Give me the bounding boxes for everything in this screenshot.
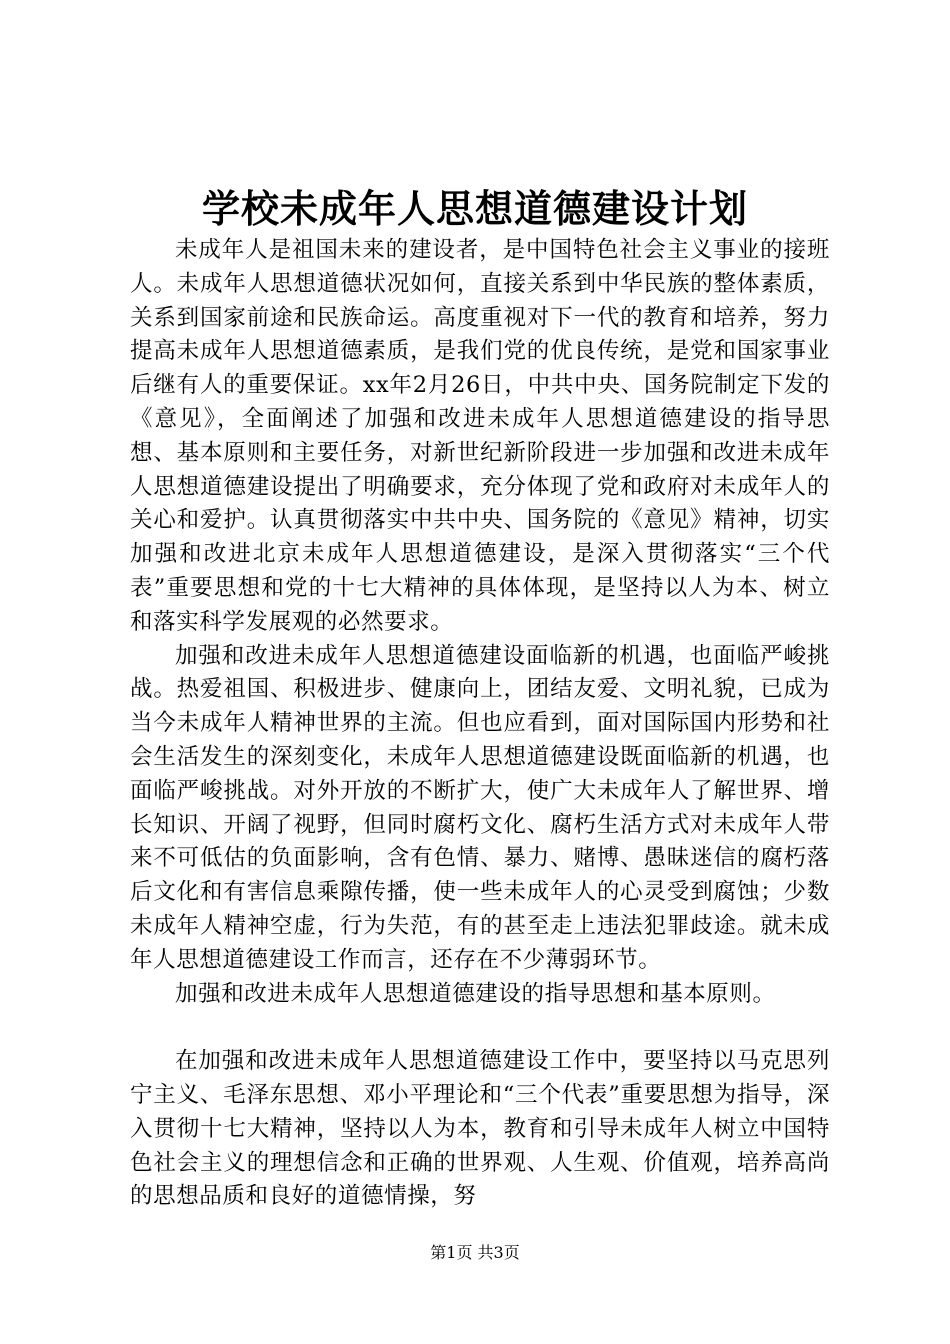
paragraph-4: 在加强和改进未成年人思想道德建设工作中，要坚持以马克思列宁主义、毛泽东思想、邓小平理论和“三个代表”重要思想为指导，深入贯彻十七大精神，坚持以人为本，教育和引导未成年人树立中国特色社会主义的理想信念和正确的世界观、人生观、价值观，培养高尚的思想品质和良好的道德情操，努: [130, 1048, 830, 1210]
paragraph-1: 未成年人是祖国未来的建设者，是中国特色社会主义事业的接班人。未成年人思想道德状况如何，直接关系到中华民族的整体素质，关系到国家前途和民族命运。高度重视对下一代的教育和培养，努力提高未成年人思想道德素质，是我们党的优良传统，是党和国家事业后继有人的重要保证。xx年2月26日，中共中央、国务院制定下发的《意见》，全面阐述了加强和改进未成年人思想道德建设的指导思想、基本原则和主要任务，对新世纪新阶段进一步加强和改进未成年人思想道德建设提出了明确要求，充分体现了党和政府对未成年人的关心和爱护。认真贯彻落实中共中央、国务院的《意见》精神，切实加强和改进北京未成年人思想道德建设，是深入贯彻落实“三个代表”重要思想和党的十七大精神的具体体现，是坚持以人为本、树立和落实科学发展观的必然要求。: [130, 237, 830, 635]
document-body: [130, 234, 830, 1214]
page-footer: 第1页 共3页: [430, 1243, 520, 1262]
paragraph-3: 加强和改进未成年人思想道德建设的指导思想和基本原则。: [175, 980, 776, 1007]
paragraph-2: 加强和改进未成年人思想道德建设面临新的机遇，也面临严峻挑战。热爱祖国、积极进步、健康向上，团结友爱、文明礼貌，已成为当今未成年人精神世界的主流。但也应看到，面对国际国内形势和社会生活发生的深刻变化，未成年人思想道德建设既面临新的机遇，也面临严峻挑战。对外开放的不断扩大，使广大未成年人了解世界、增长知识、开阔了视野，但同时腐朽文化、腐朽生活方式对未成年人带来不可低估的负面影响，含有色情、暴力、赌博、愚昧迷信的腐朽落后文化和有害信息乘隙传播，使一些未成年人的心灵受到腐蚀；少数未成年人精神空虚，行为失范，有的甚至走上违法犯罪歧途。就未成年人思想道德建设工作而言，还存在不少薄弱环节。: [130, 642, 830, 973]
document-title: 学校未成年人思想道德建设计划: [201, 186, 748, 231]
